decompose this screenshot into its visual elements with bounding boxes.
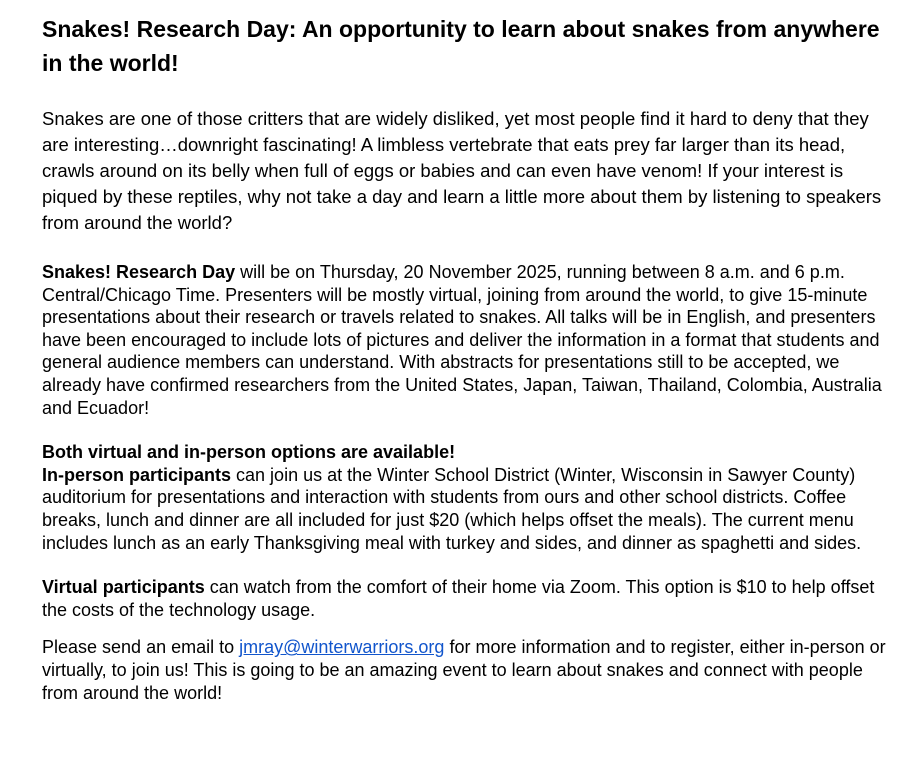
options-heading: Both virtual and in-person options are available! <box>42 442 456 463</box>
intro-paragraph: Snakes are one of those critters that are widely disliked, yet most people find it hard to deny that they are interesting…downright fascinating! A limbless vertebrate that eats prey far larger than its head, crawls around on its belly when full of eggs or babies and can even have venom! If your interest is piqued by these reptiles, why not take a day and learn a little more about them by listening to speakers from around the world? <box>42 108 882 233</box>
event-name: Snakes! Research Day <box>42 262 236 282</box>
in-person-description: can join us at the Winter School District (Winter, Wisconsin in Sawyer County) auditorium for presentations and interaction with students from ours and other school districts. Coffee breaks, lunch and dinner are all included for just $20 (which helps offset the meals). The current menu includes lunch as an early Thanksgiving meal with turkey and sides, and dinner as spaghetti and sides. <box>42 464 862 553</box>
in-person-paragraph <box>42 464 886 554</box>
contact-paragraph <box>42 636 886 704</box>
virtual-description: can watch from the comfort of their home via Zoom. This option is $10 to help offset the costs of the technology usage. <box>42 577 875 620</box>
event-paragraph <box>42 261 886 419</box>
virtual-label: Virtual participants <box>42 577 205 598</box>
virtual-paragraph <box>42 576 886 621</box>
in-person-label: In-person participants <box>42 464 232 485</box>
contact-outro: for more information and to register, either in-person or virtually, to join us! This is going to be an amazing event to learn about snakes and connect with people from around the world! <box>42 637 886 703</box>
event-details <box>42 261 886 704</box>
email-link[interactable]: jmray@winterwarriors.org <box>239 637 445 658</box>
page-title: Snakes! Research Day: An opportunity to learn about snakes from anywhere in the world! <box>42 16 880 76</box>
contact-intro: Please send an email to <box>42 637 240 658</box>
event-description: will be on Thursday, 20 November 2025, running between 8 a.m. and 6 p.m. Central/Chicago Time. Presenters will be mostly virtual, joining from around the world, to give 15-minute presentations about their research or travels related to snakes. All talks will be in English, and presenters have been encouraged to include lots of pictures and deliver the information in a format that students and general audience members can understand. With abstracts for presentations still to be accepted, we already have confirmed researchers from the United States, Japan, Taiwan, Thailand, Colombia, Australia and Ecuador! <box>42 262 882 418</box>
